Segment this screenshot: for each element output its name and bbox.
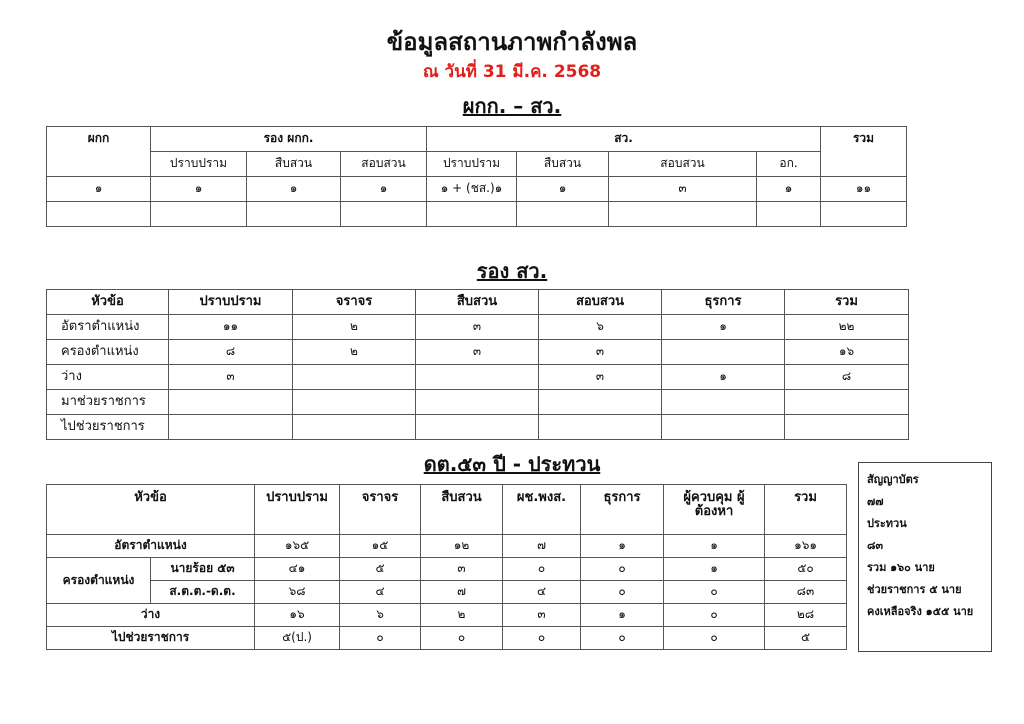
header-cell: สว. bbox=[427, 127, 821, 152]
note-line: ช่วยราชการ ๕ นาย bbox=[867, 583, 962, 596]
note-line: สัญญาบัตร bbox=[867, 473, 919, 486]
subheader-cell: ปราบปราม bbox=[151, 152, 247, 177]
nco-table bbox=[46, 484, 847, 650]
table-cell: ๒ bbox=[421, 604, 503, 627]
table-cell: ๑ bbox=[664, 535, 765, 558]
table-cell: ๔๑ bbox=[255, 558, 340, 581]
note-line: ๗๗ bbox=[867, 495, 884, 508]
table-cell bbox=[662, 340, 785, 365]
table-cell: ๐ bbox=[503, 627, 581, 650]
table-cell bbox=[416, 365, 539, 390]
table-row bbox=[47, 535, 847, 558]
note-line: คงเหลือจริง ๑๕๕ นาย bbox=[867, 605, 974, 618]
table-cell: ๓ bbox=[539, 340, 662, 365]
table-cell: ๑ bbox=[517, 177, 609, 202]
table-cell: ๑ bbox=[757, 177, 821, 202]
table-cell: ๒๒ bbox=[785, 315, 909, 340]
table-row bbox=[47, 604, 847, 627]
commanders-table bbox=[46, 126, 907, 227]
subheader-cell: สืบสวน bbox=[517, 152, 609, 177]
table-cell bbox=[517, 202, 609, 227]
header-cell: รวม bbox=[821, 127, 907, 177]
table-cell: ๖๘ bbox=[255, 581, 340, 604]
table-cell: ๑ bbox=[151, 177, 247, 202]
table-cell: ๗ bbox=[503, 535, 581, 558]
table-cell bbox=[609, 202, 757, 227]
table-cell bbox=[821, 202, 907, 227]
table-cell: ๐ bbox=[581, 581, 664, 604]
table-cell: ๔ bbox=[340, 581, 421, 604]
table-cell bbox=[539, 390, 662, 415]
summary-note-box bbox=[858, 462, 992, 652]
table-row bbox=[47, 415, 909, 440]
row-sublabel: ส.ต.ต.-ด.ต. bbox=[151, 581, 255, 604]
table-cell: ๓ bbox=[609, 177, 757, 202]
table-cell bbox=[427, 202, 517, 227]
table-cell: ๑ + (ชส.)๑ bbox=[427, 177, 517, 202]
deputy-inspectors-table bbox=[46, 289, 909, 440]
table-cell: ๑๒ bbox=[421, 535, 503, 558]
table-cell: ๓ bbox=[169, 365, 293, 390]
table-cell bbox=[293, 390, 416, 415]
row-sublabel: นายร้อย ๕๓ bbox=[151, 558, 255, 581]
table-cell: ๐ bbox=[421, 627, 503, 650]
header-cell: ผู้ควบคุม ผู้ต้องหา bbox=[664, 485, 765, 535]
subheader-cell: สอบสวน bbox=[609, 152, 757, 177]
table-cell: ๑ bbox=[581, 604, 664, 627]
table-cell: ๗ bbox=[421, 581, 503, 604]
table-cell: ๐ bbox=[664, 604, 765, 627]
table-cell bbox=[47, 202, 151, 227]
header-cell: ผช.พงส. bbox=[503, 485, 581, 535]
table-cell: ๑๖๑ bbox=[765, 535, 847, 558]
table-cell: ๐ bbox=[503, 558, 581, 581]
table-cell: ๓ bbox=[416, 340, 539, 365]
header-cell: รวม bbox=[765, 485, 847, 535]
table-cell: ๓ bbox=[416, 315, 539, 340]
table-cell bbox=[293, 415, 416, 440]
table-cell: ๑๑ bbox=[169, 315, 293, 340]
header-cell: จราจร bbox=[340, 485, 421, 535]
table-row bbox=[47, 340, 909, 365]
report-date: ณ วันที่ 31 มี.ค. 2568 bbox=[422, 62, 602, 82]
table-cell: ๔ bbox=[503, 581, 581, 604]
table-row bbox=[47, 390, 909, 415]
table-cell: ๑ bbox=[247, 177, 341, 202]
table-cell: ๘ bbox=[169, 340, 293, 365]
table-row bbox=[47, 365, 909, 390]
table-cell: ๒ bbox=[293, 315, 416, 340]
table-cell bbox=[169, 390, 293, 415]
header-cell: สืบสวน bbox=[416, 290, 539, 315]
table-cell: ๐ bbox=[581, 627, 664, 650]
subheader-cell: ปราบปราม bbox=[427, 152, 517, 177]
header-cell: รอง ผกก. bbox=[151, 127, 427, 152]
table-cell: ๑๖ bbox=[785, 340, 909, 365]
table-cell bbox=[247, 202, 341, 227]
table-cell: ๑ bbox=[581, 535, 664, 558]
table-cell: ๑ bbox=[47, 177, 151, 202]
table-cell: ๒ bbox=[293, 340, 416, 365]
header-cell: หัวข้อ bbox=[47, 485, 255, 535]
table-cell: ๑ bbox=[662, 365, 785, 390]
table-cell bbox=[151, 202, 247, 227]
section-title-deputy-inspectors: รอง สว. bbox=[476, 259, 548, 283]
table-cell: ๘ bbox=[785, 365, 909, 390]
header-cell: ธุรการ bbox=[662, 290, 785, 315]
table-row bbox=[47, 177, 907, 202]
table-cell: ๘๓ bbox=[765, 581, 847, 604]
table-cell: ๕ bbox=[765, 627, 847, 650]
table-cell: ๑ bbox=[341, 177, 427, 202]
table-cell: ๑ bbox=[664, 558, 765, 581]
table-cell bbox=[341, 202, 427, 227]
row-label: ว่าง bbox=[47, 604, 255, 627]
header-cell: หัวข้อ bbox=[47, 290, 169, 315]
table-cell bbox=[416, 390, 539, 415]
table-cell: ๕ bbox=[340, 558, 421, 581]
row-label: มาช่วยราชการ bbox=[47, 390, 169, 415]
header-cell: สอบสวน bbox=[539, 290, 662, 315]
table-cell bbox=[785, 390, 909, 415]
table-cell: ๐ bbox=[340, 627, 421, 650]
row-label: ครองตำแหน่ง bbox=[47, 340, 169, 365]
header-cell: สืบสวน bbox=[421, 485, 503, 535]
row-label: ว่าง bbox=[47, 365, 169, 390]
table-cell: ๖ bbox=[539, 315, 662, 340]
row-label: อัตราตำแหน่ง bbox=[47, 535, 255, 558]
subheader-cell: สอบสวน bbox=[341, 152, 427, 177]
table-row bbox=[47, 202, 907, 227]
row-label: ไปช่วยราชการ bbox=[47, 627, 255, 650]
table-cell: ๑ bbox=[662, 315, 785, 340]
section-title-commanders: ผกก. – สว. bbox=[462, 94, 562, 118]
page-title: ข้อมูลสถานภาพกำลังพล bbox=[386, 28, 638, 56]
table-row bbox=[47, 627, 847, 650]
table-cell: ๑๖ bbox=[255, 604, 340, 627]
table-cell bbox=[662, 390, 785, 415]
table-cell: ๓ bbox=[539, 365, 662, 390]
table-cell bbox=[785, 415, 909, 440]
table-row bbox=[47, 581, 847, 604]
table-cell: ๑๖๕ bbox=[255, 535, 340, 558]
table-cell bbox=[169, 415, 293, 440]
header-cell: ปราบปราม bbox=[255, 485, 340, 535]
table-cell: ๐ bbox=[664, 627, 765, 650]
table-cell: ๓ bbox=[421, 558, 503, 581]
table-cell: ๑๑ bbox=[821, 177, 907, 202]
row-label: ครองตำแหน่ง bbox=[47, 558, 151, 604]
table-cell: ๕(ป.) bbox=[255, 627, 340, 650]
table-cell: ๐ bbox=[664, 581, 765, 604]
subheader-cell: สืบสวน bbox=[247, 152, 341, 177]
row-label: อัตราตำแหน่ง bbox=[47, 315, 169, 340]
table-row bbox=[47, 558, 847, 581]
row-label: ไปช่วยราชการ bbox=[47, 415, 169, 440]
header-cell: จราจร bbox=[293, 290, 416, 315]
table-cell bbox=[662, 415, 785, 440]
header-cell: รวม bbox=[785, 290, 909, 315]
note-line: ประทวน bbox=[867, 517, 907, 530]
table-cell: ๑๕ bbox=[340, 535, 421, 558]
table-row bbox=[47, 315, 909, 340]
table-cell bbox=[293, 365, 416, 390]
table-cell: ๖ bbox=[340, 604, 421, 627]
table-cell: ๓ bbox=[503, 604, 581, 627]
table-cell bbox=[539, 415, 662, 440]
table-cell: ๕๐ bbox=[765, 558, 847, 581]
section-title-nco: ดต.๕๓ ปี - ประทวน bbox=[423, 452, 601, 476]
subheader-cell: อก. bbox=[757, 152, 821, 177]
header-cell: ผกก bbox=[47, 127, 151, 177]
table-cell bbox=[416, 415, 539, 440]
table-cell bbox=[757, 202, 821, 227]
header-cell: ธุรการ bbox=[581, 485, 664, 535]
table-cell: ๐ bbox=[581, 558, 664, 581]
header-cell: ปราบปราม bbox=[169, 290, 293, 315]
table-cell: ๒๘ bbox=[765, 604, 847, 627]
note-line: รวม ๑๖๐ นาย bbox=[867, 561, 935, 574]
note-line: ๘๓ bbox=[867, 539, 884, 552]
